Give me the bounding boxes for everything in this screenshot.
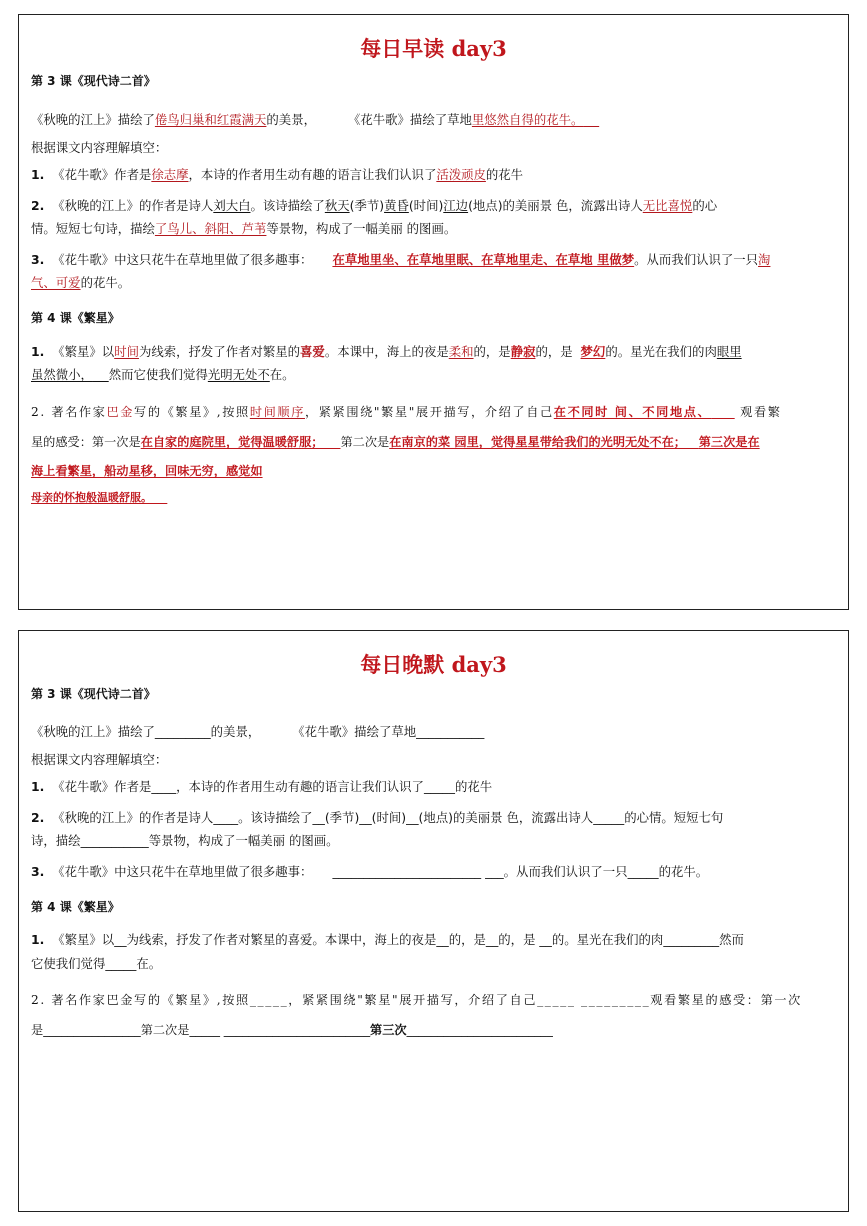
evening-dictation-panel (18, 630, 849, 1212)
fill-prompt: 根据课文内容理解填空： (31, 752, 168, 767)
question-4-line-1: 1. 《繁星》以时间为线索，抒发了作者对繁星的喜爱。本课中，海上的夜是柔和的，是静寂的，是 梦幻的。星光在我们的肉眼里 (31, 344, 742, 359)
morning-title: 每日早读 day3 (360, 36, 507, 61)
lesson3-heading: 第 3 课《现代诗二首》 (31, 74, 156, 88)
morning-reading-panel (18, 14, 849, 610)
question-2-line-2: 情。短短七句诗，描绘了鸟儿、斜阳、芦苇等景物，构成了一幅美丽 的图画。 (31, 221, 457, 236)
intro-line: 《秋晚的江上》描绘了_________的美景， 《花牛歌》描绘了草地___________ (31, 724, 485, 739)
question-4-line-2: 它使我们觉得_____在。 (31, 956, 162, 971)
question-5-line-3: 海上看繁星，船动星移，回味无穷，感觉如 (31, 464, 263, 478)
question-2-line-1: 2. 《秋晚的江上》的作者是诗人刘大白。该诗描绘了秋天(季节)黄昏(时间)江边(地点)的美丽景 色，流露出诗人无比喜悦的心 (31, 198, 718, 213)
question-3-line-2: 气、可爱的花牛。 (31, 275, 131, 290)
question-2-line-1: 2. 《秋晚的江上》的作者是诗人____。该诗描绘了__(季节)__(时间)__(地点)的美丽景 色，流露出诗人_____的心情。短短七句 (31, 810, 724, 825)
question-1: 1. 《花牛歌》作者是____，本诗的作者用生动有趣的语言让我们认识了_____的花牛 (31, 779, 493, 794)
question-3: 3. 《花牛歌》中这只花牛在草地里做了很多趣事： ________________________ ___。从而我们认识了一只_____的花牛。 (31, 864, 709, 879)
question-5-line-4: 母亲的怀抱般温暖舒服。 (31, 491, 152, 504)
question-5-line-1: 2. 著名作家巴金写的《繁星》,按照_____，紧紧围绕"繁星"展开描写，介绍了自己_____ _________观看繁星的感受：第一次 (31, 993, 802, 1007)
question-4-line-1: 1. 《繁星》以__为线索，抒发了作者对繁星的喜爱。本课中，海上的夜是__的，是__的，是 __的。星光在我们的肉_________然而 (31, 932, 744, 947)
intro-line: 《秋晚的江上》描绘了倦鸟归巢和红霞满天的美景， 《花牛歌》描绘了草地里悠然自得的花牛。 (31, 112, 584, 127)
question-5-line-1: 2. 著名作家巴金写的《繁星》,按照时间顺序，紧紧围绕"繁星"展开描写，介绍了自己在不同时 间、不同地点、 观看繁 (31, 405, 782, 419)
lesson4-heading: 第 4 课《繁星》 (31, 311, 120, 325)
question-5-line-2: 是________________第二次是_____ ________________________第三次________________________ (31, 1023, 553, 1037)
question-3-line-1: 3. 《花牛歌》中这只花牛在草地里做了很多趣事： 在草地里坐、在草地里眠、在草地里走、在草地 里做梦。从而我们认识了一只淘 (31, 252, 771, 267)
evening-title: 每日晚默 day3 (360, 652, 507, 677)
question-2-line-2: 诗，描绘___________等景物，构成了一幅美丽 的图画。 (31, 833, 339, 848)
fill-prompt: 根据课文内容理解填空： (31, 140, 168, 155)
lesson3-heading: 第 3 课《现代诗二首》 (31, 687, 156, 701)
question-5-line-2: 星的感受：第一次是在自家的庭院里，觉得温暖舒服； 第二次是在南京的菜 园里，觉得星星带给我们的光明无处不在； 第三次是在 (31, 435, 760, 449)
question-4-line-2: 虽然微小， 然而它使我们觉得光明无处不在。 (31, 367, 295, 382)
lesson4-heading: 第 4 课《繁星》 (31, 900, 120, 914)
question-1: 1. 《花牛歌》作者是徐志摩，本诗的作者用生动有趣的语言让我们认识了活泼顽皮的花牛 (31, 167, 524, 182)
